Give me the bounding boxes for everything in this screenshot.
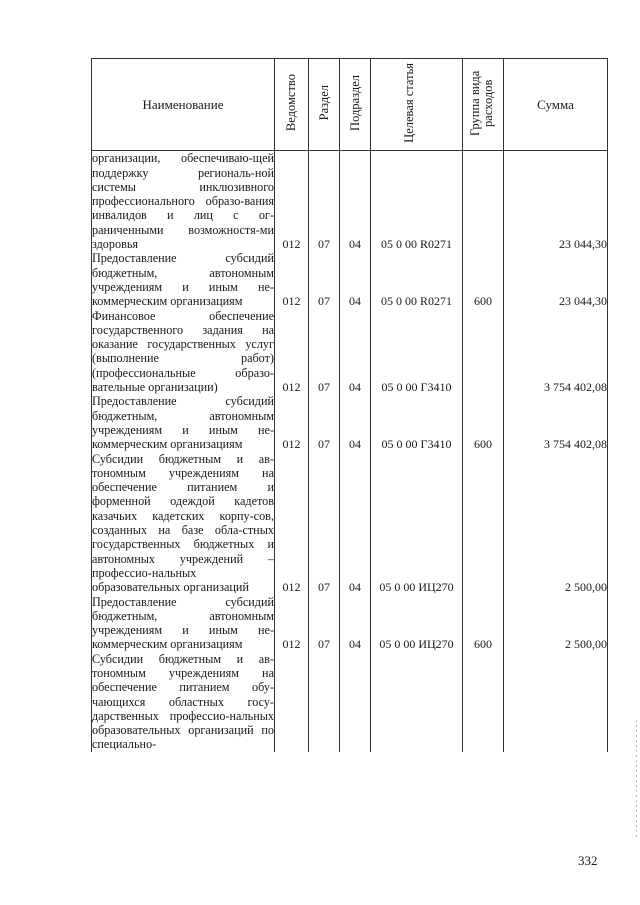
row-section: 07 <box>309 151 340 252</box>
table-row <box>92 595 608 652</box>
scan-edge-mark <box>636 720 637 840</box>
row-subsection: 04 <box>340 452 371 595</box>
header-name: Наименование <box>92 59 275 151</box>
budget-table <box>91 58 608 752</box>
row-department: 012 <box>275 251 309 308</box>
header-expense-group-cell <box>463 59 504 151</box>
row-name: Финансовое обеспечение государственного задания на оказание государственных услуг (выполнение работ) (профессиональные образо-вательные организации) <box>92 308 274 395</box>
table-row <box>92 151 608 252</box>
row-target-item <box>371 652 463 752</box>
row-amount <box>504 652 608 752</box>
header-amount: Сумма <box>504 59 608 151</box>
row-name: организации, обеспечиваю-щей поддержку региональ-ной системы инклюзивного профессионального образо-вания инвалидов и лиц с ог-раниченными возможностя-ми здоровья <box>92 151 274 252</box>
row-amount: 23 044,30 <box>504 151 608 252</box>
row-subsection: 04 <box>340 595 371 652</box>
row-subsection: 04 <box>340 151 371 252</box>
row-section: 07 <box>309 595 340 652</box>
row-name: Предоставление субсидий бюджетным, автономным учреждениям и иным не-коммерческим организациям <box>92 594 274 652</box>
header-target-item-cell <box>371 59 463 151</box>
row-name: Субсидии бюджетным и ав-тономным учреждениям на обеспечение питанием и форменной одеждой кадетов казачьих кадетских корпу-сов, созданных на базе обла-стных государственных бюджетных и автономных учреждений – профессио-нальных образовательных организаций <box>92 451 274 595</box>
row-subsection <box>340 652 371 752</box>
row-department <box>275 652 309 752</box>
header-department: Ведомство <box>284 74 298 132</box>
header-subsection: Подраздел <box>347 75 362 131</box>
row-section <box>309 652 340 752</box>
row-department: 012 <box>275 595 309 652</box>
row-target-item: 05 0 00 Г3410 <box>371 309 463 395</box>
row-subsection: 04 <box>340 251 371 308</box>
header-expense-group: Группа вида расходов <box>468 70 495 136</box>
row-expense-group <box>463 151 504 252</box>
row-section: 07 <box>309 251 340 308</box>
header-department-cell <box>275 59 309 151</box>
row-expense-group: 600 <box>463 394 504 451</box>
table-row <box>92 452 608 595</box>
row-amount: 2 500,00 <box>504 595 608 652</box>
row-subsection: 04 <box>340 394 371 451</box>
row-department: 012 <box>275 452 309 595</box>
row-amount: 2 500,00 <box>504 452 608 595</box>
header-subsection-cell <box>340 59 371 151</box>
row-name: Предоставление субсидий бюджетным, автономным учреждениям и иным не-коммерческим организациям <box>92 251 274 309</box>
row-target-item: 05 0 00 ИЦ270 <box>371 595 463 652</box>
header-target-item: Целевая статья <box>401 63 416 143</box>
row-target-item: 05 0 00 ИЦ270 <box>371 452 463 595</box>
row-department: 012 <box>275 309 309 395</box>
row-expense-group: 600 <box>463 251 504 308</box>
table-row <box>92 251 608 308</box>
page-number: 332 <box>578 853 598 868</box>
table-row <box>92 394 608 451</box>
row-expense-group: 600 <box>463 595 504 652</box>
row-expense-group <box>463 652 504 752</box>
row-name: Субсидии бюджетным и ав-тономным учреждениям на обеспечение питанием обу-чающихся областных госу-дарственных профессио-нальных образовательных организаций по специально- <box>92 651 274 752</box>
row-section: 07 <box>309 452 340 595</box>
row-amount: 23 044,30 <box>504 251 608 308</box>
row-subsection: 04 <box>340 309 371 395</box>
row-expense-group <box>463 452 504 595</box>
row-amount: 3 754 402,08 <box>504 394 608 451</box>
row-target-item: 05 0 00 R0271 <box>371 151 463 252</box>
row-amount: 3 754 402,08 <box>504 309 608 395</box>
row-target-item: 05 0 00 R0271 <box>371 251 463 308</box>
table-header-row <box>92 59 608 151</box>
row-department: 012 <box>275 151 309 252</box>
row-target-item: 05 0 00 Г3410 <box>371 394 463 451</box>
row-expense-group <box>463 309 504 395</box>
row-department: 012 <box>275 394 309 451</box>
header-section-cell <box>309 59 340 151</box>
header-section: Раздел <box>316 85 331 121</box>
table-row <box>92 652 608 752</box>
table-row <box>92 309 608 395</box>
row-name: Предоставление субсидий бюджетным, автономным учреждениям и иным не-коммерческим организациям <box>92 394 274 452</box>
row-section: 07 <box>309 394 340 451</box>
row-section: 07 <box>309 309 340 395</box>
